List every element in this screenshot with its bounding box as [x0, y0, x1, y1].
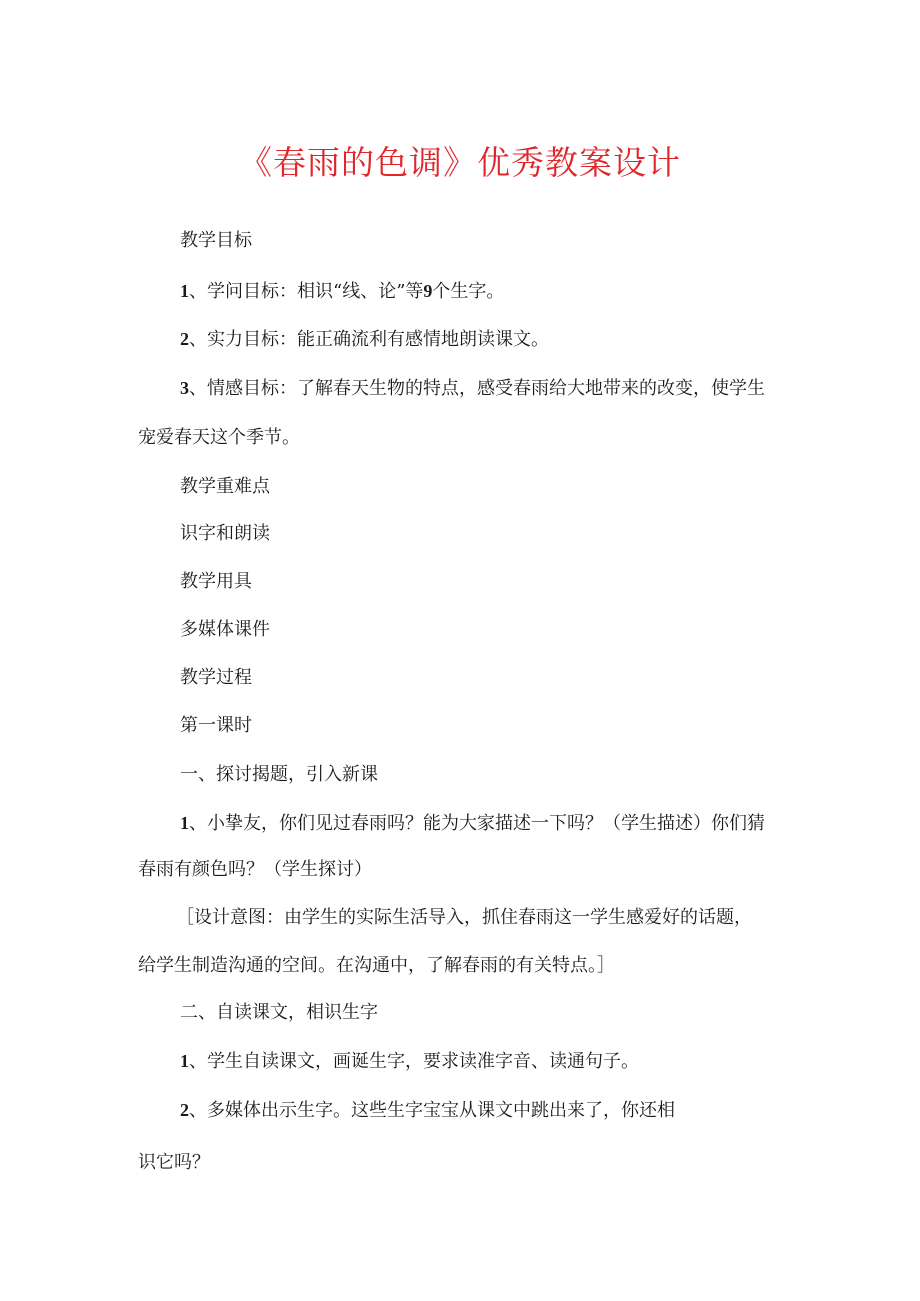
item-number: 1	[180, 813, 189, 833]
heading-teaching-goals: 教学目标	[180, 230, 252, 251]
goal-emotion-continued: 宠爱春天这个季节。	[138, 427, 300, 448]
step-one-one	[180, 808, 765, 839]
lesson-one: 第一课时	[180, 715, 252, 736]
section-two-heading: 二、自读课文，相识生字	[180, 1002, 378, 1023]
goal-ability	[180, 324, 549, 355]
heading-key-points: 教学重难点	[180, 476, 270, 497]
item-number: 1	[180, 1051, 189, 1071]
step-two-one-text: 、学生自读课文，画诞生字，要求读准字音、读通句子。	[189, 1051, 639, 1072]
item-number: 3	[180, 378, 189, 398]
heading-teaching-process: 教学过程	[180, 667, 252, 688]
goal-ability-text: 、实力目标：能正确流利有感情地朗读课文。	[189, 329, 549, 350]
item-number: 1	[180, 281, 189, 301]
item-number: 2	[180, 1100, 189, 1120]
item-number: 2	[180, 329, 189, 349]
goal-emotion-text: 、情感目标：了解春天生物的特点，感受春雨给大地带来的改变，使学生	[189, 378, 765, 399]
char-count: 9	[423, 281, 433, 301]
step-one-one-continued: 春雨有颜色吗？（学生探讨）	[138, 859, 372, 880]
goal-knowledge-end: 个生字。	[432, 281, 505, 302]
step-two-two	[180, 1095, 675, 1126]
goal-knowledge-text: 、学问目标：相识“线、论”等	[189, 281, 424, 302]
design-intent: ［设计意图：由学生的实际生活导入，抓住春雨这一学生感爱好的话题，	[176, 907, 752, 928]
design-intent-continued: 给学生制造沟通的空间。在沟通中，了解春雨的有关特点。］	[138, 955, 615, 976]
section-one-heading: 一、探讨揭题，引入新课	[180, 764, 378, 785]
document-title: 《春雨的色调》优秀教案设计	[239, 143, 681, 182]
step-two-two-continued: 识它吗？	[138, 1152, 210, 1173]
heading-teaching-tools: 教学用具	[180, 571, 252, 592]
step-two-two-text: 、多媒体出示生字。这些生字宝宝从课文中跳出来了，你还相	[189, 1100, 675, 1121]
teaching-tools-text: 多媒体课件	[180, 619, 270, 640]
step-one-one-text: 、小挚友，你们见过春雨吗？能为大家描述一下吗？（学生描述）你们猜	[189, 813, 765, 834]
step-two-one	[180, 1046, 639, 1077]
goal-emotion	[180, 373, 765, 404]
goal-knowledge	[180, 276, 504, 307]
key-points-text: 识字和朗读	[180, 523, 270, 544]
